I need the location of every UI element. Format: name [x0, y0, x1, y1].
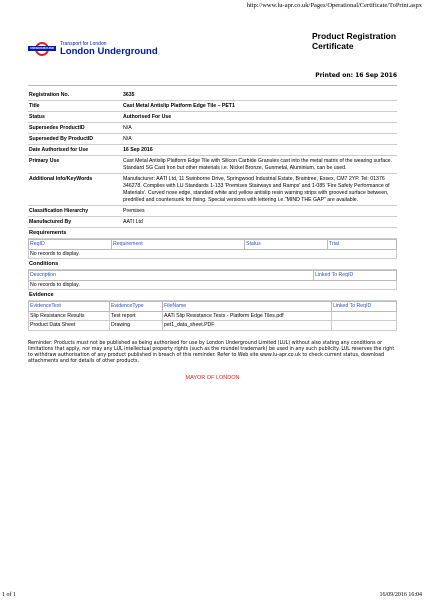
field-value: Premises	[122, 206, 397, 217]
field-value: N/A	[122, 134, 397, 145]
info-row	[28, 112, 397, 123]
conditions-title: Conditions	[28, 259, 397, 270]
logo-big-text: London Underground	[60, 46, 158, 57]
field-label: Registration No.	[28, 90, 122, 101]
info-row	[28, 134, 397, 145]
info-row	[28, 123, 397, 134]
page-title: Product Registration Certificate	[312, 31, 397, 51]
field-label: Classification Hierarchy	[28, 206, 122, 217]
field-label: Additional Info/KeyWords	[28, 174, 122, 206]
col-evidence-type[interactable]: EvidenceType	[110, 302, 163, 312]
info-row	[28, 156, 397, 174]
info-row	[28, 101, 397, 112]
table-row: Slip Resistance Results Test report AATi Slip Resistance Tests - Platform Edge Tiles.pdf	[29, 311, 397, 321]
roundel-icon: UNDERGROUND	[28, 42, 56, 56]
logo-small-text: Transport for London	[60, 41, 107, 47]
print-url: http://www.lu-apr.co.uk/Pages/Operational/Certificate/ToPrint.aspx	[246, 2, 422, 9]
col-linked-reqid[interactable]: Linked To ReqID	[314, 271, 397, 281]
col-requirement[interactable]: Requirement	[112, 240, 245, 250]
requirements-table	[28, 239, 397, 259]
field-label: Supersedes ProductID	[28, 123, 122, 134]
print-timestamp: 16/09/2016 16:04	[379, 592, 422, 598]
info-row	[28, 206, 397, 217]
evidence-title: Evidence	[28, 290, 397, 301]
field-label: Primary Use	[28, 156, 122, 174]
col-evidence-text[interactable]: EvidenceText	[29, 302, 110, 312]
info-row	[28, 145, 397, 156]
reminder-text: Reminder: Products must not be published as being authorised for use by London Underground Limited (LUL) without also stating any conditions or limitations that apply, nor may any LUL intellectual property rights (such as the roundel trademark) be used in any such publicity. LUL reserves the right to withdraw authorisation of any product published in breach of this reminder. Refer to Web site www.lu-apr.co.uk to check current status, download attachments and for details of other products.	[28, 340, 395, 365]
field-value: Authorised For Use	[122, 112, 397, 123]
field-label: Date Authorised for Use	[28, 145, 122, 156]
field-label: Manufactured By	[28, 217, 122, 228]
tfl-logo	[28, 41, 158, 57]
col-linked-reqid[interactable]: Linked To ReqID	[332, 302, 397, 312]
info-row	[28, 217, 397, 228]
col-filename[interactable]: FileName	[163, 302, 332, 312]
certificate-page	[28, 24, 397, 381]
mayor-of-london-logo: MAYOR OF LONDON	[185, 375, 240, 382]
field-value: AATI Ltd	[122, 217, 397, 228]
evidence-table	[28, 301, 397, 331]
requirements-title: Requirements	[28, 228, 397, 239]
printed-date: Printed on: 16 Sep 2016	[315, 72, 397, 79]
empty-row: No records to display.	[29, 280, 397, 290]
col-reqid[interactable]: ReqID	[29, 240, 112, 250]
info-row	[28, 174, 397, 206]
header	[28, 24, 397, 64]
field-value: N/A	[122, 123, 397, 134]
conditions-table	[28, 270, 397, 290]
info-row	[28, 90, 397, 101]
product-info-table	[28, 90, 397, 228]
col-description[interactable]: Description	[29, 271, 314, 281]
col-status[interactable]: Status	[245, 240, 328, 250]
file-link[interactable]: AATi Slip Resistance Tests - Platform Edge Tiles.pdf	[163, 311, 332, 321]
field-value: Cast Metal Antislip Platform Edge Tile with Silicon Carbide Granules cast into the metal matrix of the wearing surface. Standard SG Cast Iron but other materials i.e. Nickel Bronze, Gunmetal, Aluminium, can be used.	[122, 156, 397, 174]
field-value: Manufacturer: AATI Ltd, 11 Swinborne Drive, Springwood Industrial Estate, Braintree, Essex, CM7 2YP. Tel: 01376 346278. Complies with LU Standards 1-133 'Premises Stairways and Ramps' and 1-085 'Fire Safety Performance of Materials'. Curved nose edge, standard white and yellow antislip resin warning strips with grooved surface between, predrilled and countersunk for fixing. Special versions with lettering i.e."MIND THE GAP" are available.	[122, 174, 397, 206]
page-count: 1 of 1	[2, 592, 16, 598]
file-link[interactable]: pet1_data_sheet.PDF	[163, 321, 332, 331]
table-row: Product Data Sheet Drawing pet1_data_sheet.PDF	[29, 321, 397, 331]
empty-row: No records to display.	[29, 249, 397, 259]
field-value: Cast Metal Antislip Platform Edge Tile – PET1	[122, 101, 397, 112]
col-trial[interactable]: Trial	[328, 240, 397, 250]
field-label: Title	[28, 101, 122, 112]
field-label: Superseded By ProductID	[28, 134, 122, 145]
field-value: 16 Sep 2016	[122, 145, 397, 156]
field-value: 3635	[122, 90, 397, 101]
field-label: Status	[28, 112, 122, 123]
